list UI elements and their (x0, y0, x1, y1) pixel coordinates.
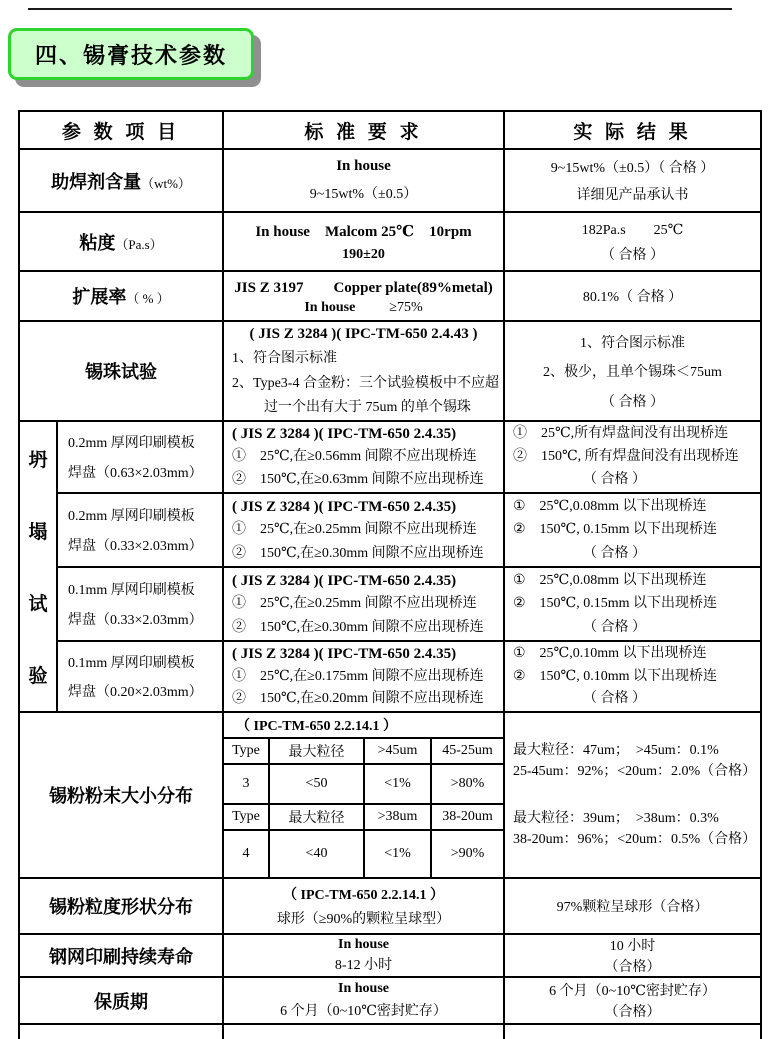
bead-standard-cell (224, 322, 505, 422)
spread-param-label: 扩展率（ % ） (72, 287, 170, 307)
col-header-parameter: 参 数 项 目 (20, 112, 224, 150)
collapse-label-char-3: 试 (28, 594, 48, 616)
collapse3-stencil-line2: 焊盘（0.33×2.03mm） (68, 613, 203, 629)
collapse-subrow-1 (58, 422, 760, 494)
section-title: 四、锡膏技术参数 (34, 42, 227, 68)
flux-res-line1: 9~15wt%（±0.5）（ 合格 ） (550, 161, 715, 176)
collapse1-stencil-cell (58, 422, 224, 494)
t1-value-4525: >80% (450, 776, 485, 791)
collapse4-std-line1: ① 25℃,在≥0.175mm 间隙不应出现桥连 (232, 668, 484, 684)
stub-cell-2 (224, 1025, 505, 1039)
powder-table2-header (224, 805, 503, 831)
collapse3-result-cell (505, 568, 760, 642)
collapse4-stencil-line2: 焊盘（0.20×2.03mm） (68, 685, 203, 701)
bead-res-line1: 1、符合图示标准 (580, 335, 685, 351)
collapse-label-char-2: 塌 (28, 521, 48, 543)
collapse3-stencil-line1: 0.1mm 厚网印刷模板 (68, 582, 195, 598)
collapse2-standard-cell (224, 494, 505, 568)
t2-header-gt38: >38um (365, 805, 432, 829)
section-collapse-test (20, 422, 760, 713)
spread-param-cell (20, 272, 224, 322)
collapse3-std-line2: ② 150℃,在≥0.30mm 间隙不应出现桥连 (232, 619, 484, 635)
collapse4-std-title: ( JIS Z 3284 )( IPC-TM-650 2.4.35) (232, 645, 457, 662)
collapse1-stencil-line2: 焊盘（0.63×2.03mm） (68, 466, 203, 481)
collapse2-stencil-line2: 焊盘（0.33×2.03mm） (68, 539, 203, 555)
shape-result-cell (505, 879, 760, 935)
stencil-standard-cell (224, 935, 505, 978)
t2-header-type: Type (224, 805, 270, 829)
collapse3-stencil-cell (58, 568, 224, 642)
collapse3-standard-cell (224, 568, 505, 642)
stencil-result-cell (505, 935, 760, 978)
collapse2-std-line1: ① 25℃,在≥0.25mm 间隙不应出现桥连 (232, 522, 477, 537)
collapse2-result-cell (505, 494, 760, 568)
collapse3-std-title: ( JIS Z 3284 )( IPC-TM-650 2.4.35) (232, 572, 457, 589)
row-powder-shape (20, 879, 760, 935)
spread-std-line2: In house ≥75% (304, 300, 423, 316)
collapse-subrow-4 (58, 642, 760, 713)
flux-std-line2: 9~15wt%（±0.5） (309, 187, 418, 202)
t1-header-type: Type (224, 739, 270, 763)
flux-param-label: 助焊剂含量（wt%） (51, 171, 191, 192)
powder-result-type4 (513, 808, 756, 850)
bead-std-line3: 过一个出有大于 75um 的单个锡珠 (264, 399, 471, 415)
collapse1-std-title: ( JIS Z 3284 )( IPC-TM-650 2.4.35) (232, 426, 457, 442)
collapse3-res-line1: ① 25℃,0.08mm 以下出现桥连 (513, 572, 707, 588)
collapse2-res-line2: ② 150℃, 0.15mm 以下出现桥连 (513, 522, 717, 537)
col-header-result: 实 际 结 果 (505, 112, 760, 150)
bead-res-line2: 2、极少，且单个锡珠＜75um (543, 365, 722, 380)
row-stencil-life (20, 935, 760, 978)
powder-table2-data (224, 831, 503, 877)
bead-result-cell (505, 322, 760, 422)
collapse2-std-line2: ② 150℃,在≥0.30mm 间隙不应出现桥连 (232, 545, 484, 561)
row-shelf-life (20, 978, 760, 1025)
powder-standard-cell (224, 713, 505, 879)
collapse-label-char-1: 坍 (28, 449, 48, 471)
stencil-param-cell (20, 935, 224, 978)
col-header-standard: 标 准 要 求 (224, 112, 505, 150)
bead-res-line3: （ 合格 ） (601, 394, 664, 410)
shelf-standard-cell (224, 978, 505, 1025)
shape-param-label: 锡粉粒度形状分布 (49, 897, 193, 917)
collapse1-res-line1: ① 25℃,所有焊盘间没有出现桥连 (513, 426, 729, 441)
shelf-std-line2: 6 个月（0~10℃密封贮存） (280, 1004, 447, 1019)
collapse2-std-title: ( JIS Z 3284 )( IPC-TM-650 2.4.35) (232, 498, 457, 515)
bead-param-label: 锡珠试验 (85, 362, 157, 382)
collapse3-res-line3: （ 合格 ） (583, 619, 646, 635)
collapse4-std-line2: ② 150℃,在≥0.20mm 间隙不应出现桥连 (232, 691, 484, 707)
stub-cell-1 (20, 1025, 224, 1039)
stencil-std-line1: In house (338, 936, 389, 952)
row-viscosity (20, 213, 760, 272)
collapse4-res-line1: ① 25℃,0.10mm 以下出现桥连 (513, 645, 707, 661)
collapse3-std-line1: ① 25℃,在≥0.25mm 间隙不应出现桥连 (232, 596, 477, 611)
row-cutoff-stub (20, 1025, 760, 1039)
powder-ipc-header: （ IPC-TM-650 2.2.14.1 ） (224, 713, 503, 739)
collapse2-res-line3: （ 合格 ） (583, 545, 646, 561)
row-powder-size (20, 713, 760, 879)
bead-std-title: ( JIS Z 3284 )( IPC-TM-650 2.4.43 ) (249, 326, 478, 343)
viscosity-param-cell (20, 213, 224, 272)
stencil-res-line2: （合格） (604, 959, 661, 975)
shelf-res-line2: （合格） (604, 1005, 661, 1021)
powder-result-cell (505, 713, 760, 879)
flux-param-cell (20, 150, 224, 213)
spread-result-cell (505, 272, 760, 322)
collapse4-stencil-line1: 0.1mm 厚网印刷模板 (68, 655, 195, 671)
powder-result-type3 (513, 740, 756, 782)
viscosity-res-line2: （ 合格 ） (601, 248, 664, 264)
collapse1-res-line3: （ 合格 ） (583, 472, 646, 487)
shape-std-line2: 球形（≥90%的颗粒呈球型） (276, 912, 451, 928)
viscosity-result-cell (505, 213, 760, 272)
collapse4-result-cell (505, 642, 760, 713)
collapse-test-label-cell (20, 422, 58, 713)
powder-table1-data (224, 765, 503, 805)
shape-std-line1: （ IPC-TM-650 2.2.14.1 ） (283, 887, 444, 903)
collapse1-result-cell (505, 422, 760, 494)
t2-value-type: 4 (224, 831, 270, 877)
collapse1-stencil-line1: 0.2mm 厚网印刷模板 (68, 436, 195, 451)
powder-res-t4-line1: 最大粒径：39um； >38um：0.3% (513, 811, 719, 827)
viscosity-std-line2: 190±20 (342, 247, 385, 263)
spec-table (18, 110, 762, 1039)
collapse4-res-line3: （ 合格 ） (583, 691, 646, 707)
t2-header-maxsize: 最大粒径 (270, 805, 365, 829)
collapse4-standard-cell (224, 642, 505, 713)
stencil-param-label: 钢网印刷持续寿命 (49, 946, 193, 967)
t1-header-maxsize: 最大粒径 (270, 739, 365, 763)
collapse1-standard-cell (224, 422, 505, 494)
bead-param-cell (20, 322, 224, 422)
shelf-std-line1: In house (338, 981, 389, 996)
flux-result-cell (505, 150, 760, 213)
spread-standard-cell (224, 272, 505, 322)
collapse4-res-line2: ② 150℃, 0.10mm 以下出现桥连 (513, 668, 717, 684)
row-spread-rate (20, 272, 760, 322)
viscosity-param-label: 粘度（Pa.s） (79, 232, 163, 253)
table-header-row (20, 112, 760, 150)
t1-value-gt45: <1% (365, 765, 432, 803)
spread-std-line1: JIS Z 3197 Copper plate(89%metal) (234, 279, 493, 296)
flux-res-line2: 详细见产品承认书 (576, 188, 689, 203)
shape-res-line1: 97%颗粒呈球形（合格） (556, 900, 709, 915)
collapse2-stencil-cell (58, 494, 224, 568)
collapse4-stencil-cell (58, 642, 224, 713)
collapse1-std-line2: ② 150℃,在≥0.63mm 间隙不应出现桥连 (232, 472, 484, 487)
bead-std-line1: 1、符合图示标准 (232, 351, 337, 367)
shelf-param-cell (20, 978, 224, 1025)
t2-value-3820: >90% (450, 846, 485, 861)
shelf-res-line1: 6 个月（0~10℃密封贮存） (549, 983, 716, 999)
shape-param-cell (20, 879, 224, 935)
collapse3-res-line2: ② 150℃, 0.15mm 以下出现桥连 (513, 596, 717, 611)
t1-value-type: 3 (224, 765, 270, 803)
t1-value-maxsize: <50 (270, 765, 365, 803)
row-flux-content (20, 150, 760, 213)
powder-res-t4-line2: 38-20um：96%；<20um：0.5%（合格） (513, 832, 757, 848)
t2-header-3820: 38-20um (442, 809, 493, 824)
header-rule (28, 8, 732, 10)
t1-header-gt45: >45um (365, 739, 432, 763)
section-title-box (8, 28, 254, 80)
row-bead-test (20, 322, 760, 422)
t2-value-maxsize: <40 (270, 831, 365, 877)
viscosity-standard-cell (224, 213, 505, 272)
collapse1-std-line1: ① 25℃,在≥0.56mm 间隙不应出现桥连 (232, 449, 477, 464)
collapse-label-char-4: 验 (28, 666, 48, 688)
flux-standard-cell (224, 150, 505, 213)
shelf-result-cell (505, 978, 760, 1025)
spread-res-line1: 80.1%（ 合格 ） (582, 290, 683, 305)
viscosity-std-line1: In house Malcom 25℃ 10rpm (255, 223, 472, 240)
stencil-std-line2: 8-12 小时 (334, 958, 393, 974)
collapse-subrow-3 (58, 568, 760, 642)
t1-header-4525: 45-25um (442, 743, 493, 758)
powder-res-t3-line1: 最大粒径：47um； >45um：0.1% (513, 742, 719, 758)
shape-standard-cell (224, 879, 505, 935)
powder-param-label: 锡粉粉末大小分布 (49, 786, 193, 806)
powder-param-cell (20, 713, 224, 879)
viscosity-res-line1: 182Pa.s 25℃ (581, 222, 684, 238)
collapse2-res-line1: ① 25℃,0.08mm 以下出现桥连 (513, 498, 707, 514)
stub-cell-3 (505, 1025, 760, 1039)
collapse-subrows (58, 422, 760, 713)
collapse2-stencil-line1: 0.2mm 厚网印刷模板 (68, 508, 195, 524)
collapse-subrow-2 (58, 494, 760, 568)
bead-std-line2: 2、Type3-4 合金粉：三个试验模板中不应超 (232, 375, 499, 391)
powder-res-t3-line2: 25-45um：92%；<20um：2.0%（合格） (513, 763, 757, 779)
collapse1-res-line2: ② 150℃, 所有焊盘间没有出现桥连 (513, 449, 739, 464)
flux-std-line1: In house (336, 158, 391, 174)
powder-table1-header (224, 739, 503, 765)
t2-value-gt38: <1% (365, 831, 432, 877)
stencil-res-line1: 10 小时 (609, 939, 656, 955)
shelf-param-label: 保质期 (94, 991, 148, 1012)
